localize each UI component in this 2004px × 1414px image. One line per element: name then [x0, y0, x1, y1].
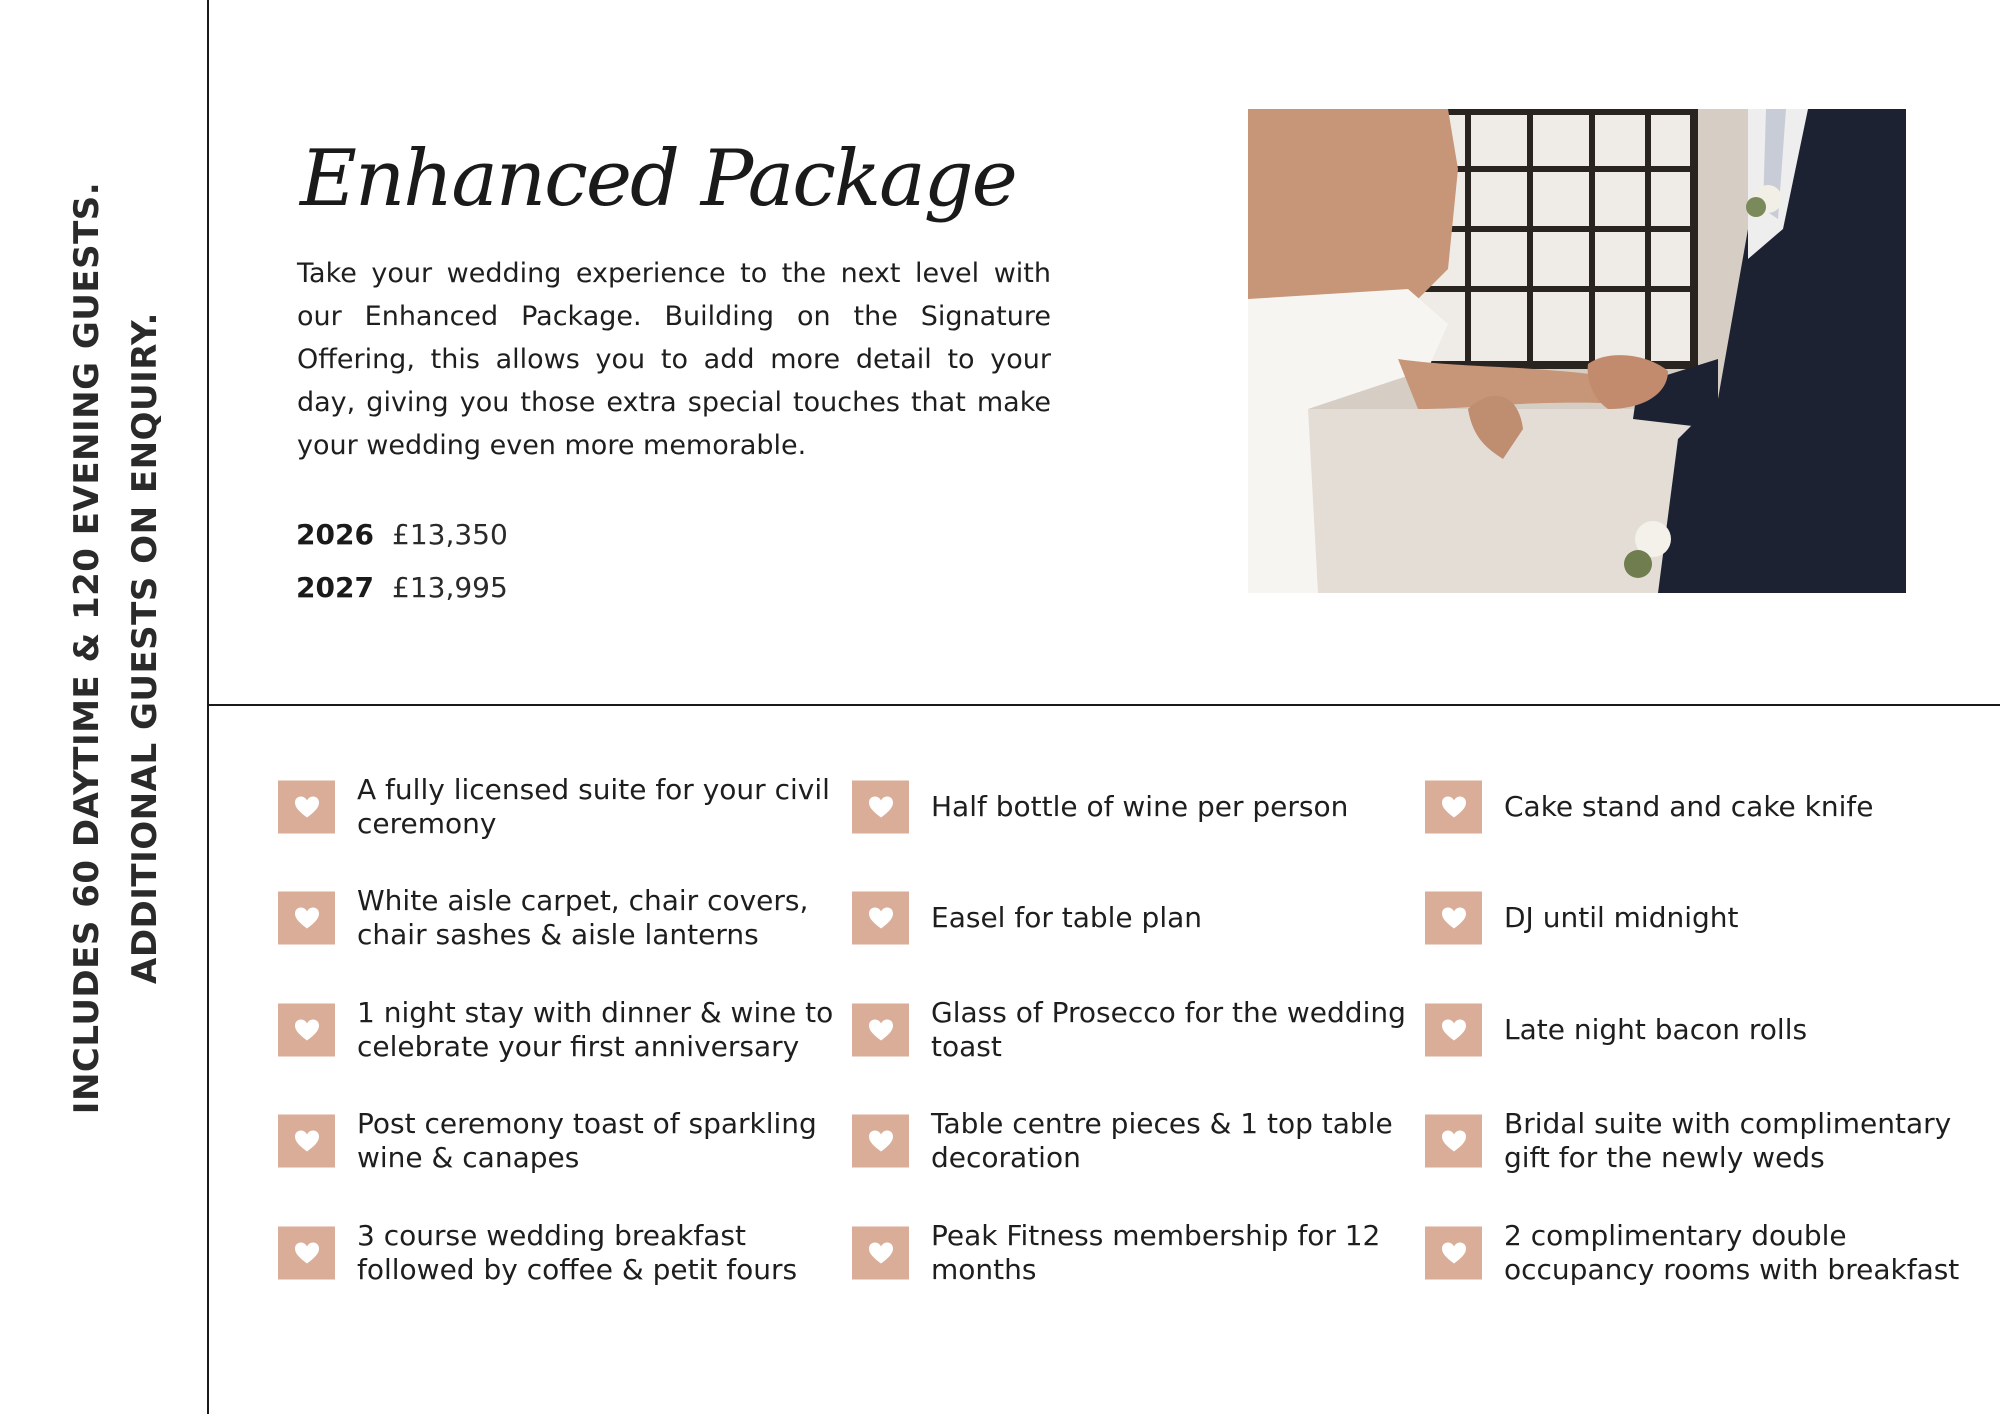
feature-text: Half bottle of wine per person: [931, 790, 1349, 823]
heart-icon: [852, 1227, 909, 1280]
package-description: Take your wedding experience to the next level with our Enhanced Package. Building on the Signature Offering, this allows you to add more detail to your day, giving you those extra special touches that make your wedding even more memorable.: [297, 258, 1051, 461]
feature-item: [1425, 1213, 1985, 1293]
heart-icon: [278, 1227, 335, 1280]
heart-icon: [852, 781, 909, 834]
feature-item: [852, 767, 1412, 847]
heart-icon: [1425, 781, 1482, 834]
feature-item: [1425, 767, 1985, 847]
guest-info-line-2: ADDITIONAL GUESTS ON ENQUIRY.: [125, 312, 165, 984]
price-row: [296, 508, 508, 561]
feature-item: [278, 767, 838, 847]
feature-text: Bridal suite with complimentary gift for the newly weds: [1504, 1107, 1952, 1174]
heart-icon: [278, 781, 335, 834]
feature-text: Late night bacon rolls: [1504, 1013, 1808, 1046]
vertical-divider: [207, 0, 209, 1414]
package-title-text: Enhanced Package: [300, 134, 1016, 224]
feature-item: [1425, 878, 1985, 958]
feature-item: [278, 1213, 838, 1293]
price-amount: £13,995: [392, 571, 508, 604]
feature-text: Easel for table plan: [931, 901, 1203, 934]
feature-text: DJ until midnight: [1504, 901, 1739, 934]
feature-text: Glass of Prosecco for the wedding toast: [931, 996, 1406, 1063]
heart-icon: [852, 1115, 909, 1168]
price-row: [296, 561, 508, 614]
feature-item: [852, 1213, 1412, 1293]
feature-item: [1425, 990, 1985, 1070]
price-year: 2026: [296, 518, 374, 551]
heart-icon: [278, 1115, 335, 1168]
price-amount: £13,350: [392, 518, 508, 551]
feature-text: 2 complimentary double occupancy rooms with breakfast: [1504, 1219, 1960, 1286]
feature-text: Post ceremony toast of sparkling wine & canapes: [357, 1107, 817, 1174]
feature-item: [852, 990, 1412, 1070]
package-title-script: [298, 100, 1016, 250]
feature-item: [1425, 1101, 1985, 1181]
feature-item: [278, 878, 838, 958]
price-list: [296, 508, 508, 614]
feature-item: [852, 878, 1412, 958]
heart-icon: [1425, 892, 1482, 945]
guest-info-line-1: INCLUDES 60 DAYTIME & 120 EVENING GUESTS.: [67, 181, 107, 1115]
heart-icon: [278, 1004, 335, 1057]
heart-icon: [1425, 1227, 1482, 1280]
wedding-ring-photo-illustration: [1248, 109, 1906, 593]
price-year: 2027: [296, 571, 374, 604]
horizontal-divider: [207, 704, 2000, 706]
wedding-ring-photo: [1248, 109, 1906, 593]
heart-icon: [1425, 1115, 1482, 1168]
feature-item: [278, 1101, 838, 1181]
guest-info-banner: [58, 182, 174, 1114]
feature-text: White aisle carpet, chair covers, chair sashes & aisle lanterns: [357, 884, 809, 951]
feature-item: [278, 990, 838, 1070]
heart-icon: [852, 1004, 909, 1057]
feature-text: Peak Fitness membership for 12 months: [931, 1219, 1381, 1286]
feature-text: 3 course wedding breakfast followed by coffee & petit fours: [357, 1219, 798, 1286]
heart-icon: [852, 892, 909, 945]
feature-item: [852, 1101, 1412, 1181]
heart-icon: [1425, 1004, 1482, 1057]
feature-text: 1 night stay with dinner & wine to celebrate your first anniversary: [357, 996, 834, 1063]
feature-text: Cake stand and cake knife: [1504, 790, 1874, 823]
heart-icon: [278, 892, 335, 945]
feature-text: A fully licensed suite for your civil ceremony: [357, 773, 830, 840]
package-title: [298, 100, 1016, 250]
feature-text: Table centre pieces & 1 top table decoration: [931, 1107, 1393, 1174]
